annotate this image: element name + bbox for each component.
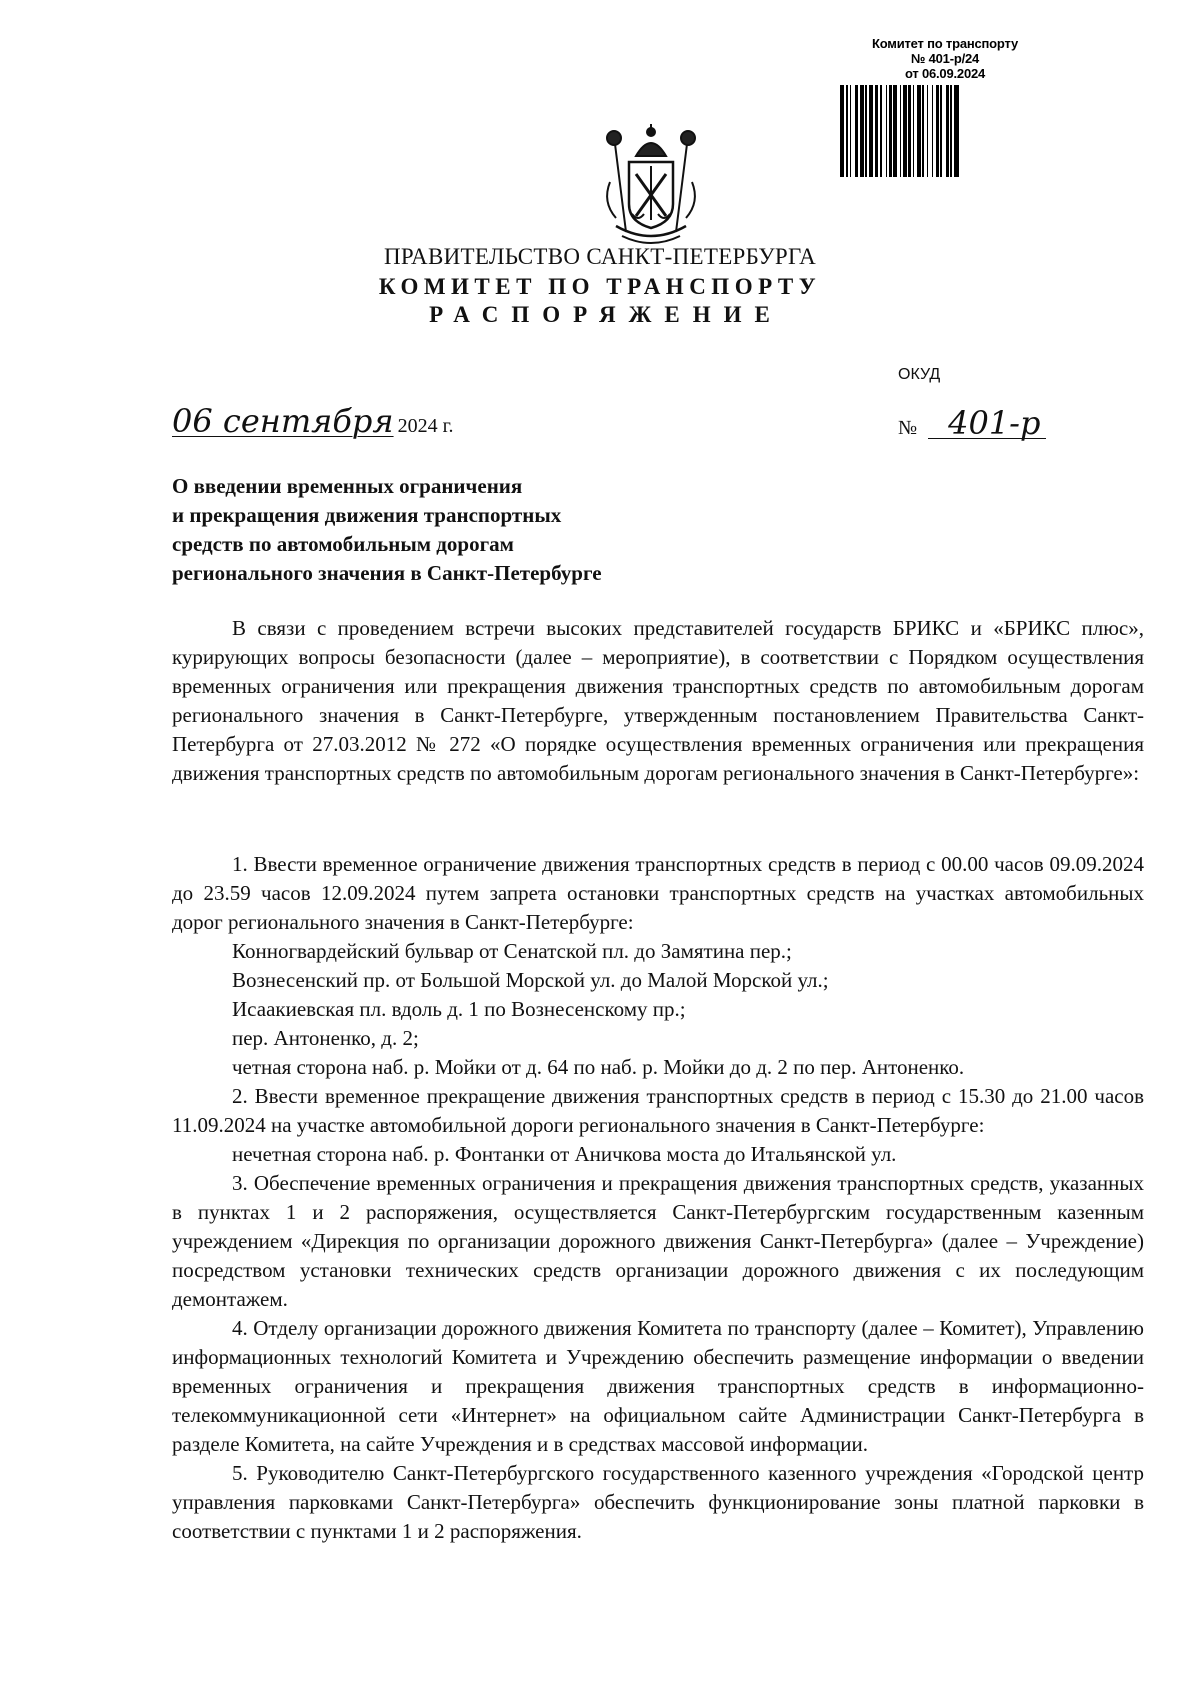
- stamp-date: от 06.09.2024: [904, 66, 986, 81]
- point-3: 3. Обеспечение временных ограничения и прекращения движения транспортных средств, указанных в пунктах 1 и 2 распоряжения, осуществляется Санкт-Петербургским государственным казенным учреждением «Дирекция по организации дорожного движения Санкт-Петербурга» (далее – Учреждение) посредством установки технических средств организации дорожного движения с их последующим демонтажем.: [172, 1171, 1144, 1311]
- point-2: 2. Ввести временное прекращение движения транспортных средств в период с 15.30 до 21.00 часов 11.09.2024 на участке автомобильной дороги регионального значения в Санкт-Петербурге:: [172, 1084, 1144, 1137]
- preamble-text: В связи с проведением встречи высоких представителей государств БРИКС и «БРИКС плюс», курирующих вопросы безопасности (далее – мероприятие), в соответствии с Порядком осуществления временных ограничения или прекращения движения транспортных средств по автомобильным дорогам регионального значения в Санкт-Петербурге, утвержденным постановлением Правительства Санкт-Петербурга от 27.03.2012 № 272 «О порядке осуществления временных ограничения или прекращения движения транспортных средств по автомобильным дорогам регионального значения в Санкт-Петербурге»:: [172, 616, 1144, 785]
- title-line: и прекращения движения транспортных: [172, 503, 562, 527]
- point-5: 5. Руководителю Санкт-Петербургского государственного казенного учреждения «Городской центр управления парковками Санкт-Петербурга» обеспечить функционирование зоны платной парковки в соответствии с пунктами 1 и 2 распоряжения.: [172, 1461, 1144, 1543]
- point-1-item: Исаакиевская пл. вдоль д. 1 по Вознесенскому пр.;: [232, 997, 686, 1021]
- barcode: [840, 85, 1050, 177]
- point-2-item: нечетная сторона наб. р. Фонтанки от Аничкова моста до Итальянской ул.: [232, 1142, 897, 1166]
- handwritten-number: 401-р: [928, 408, 1046, 439]
- committee-name: КОМИТЕТ ПО ТРАНСПОРТУ: [378, 274, 822, 299]
- title-line: средств по автомобильным дорогам: [172, 532, 514, 556]
- stamp-committee: Комитет по транспорту: [871, 36, 1019, 51]
- stamp-number: № 401-р/24: [910, 51, 980, 66]
- document-title: [172, 472, 732, 588]
- title-line: регионального значения в Санкт-Петербурге: [172, 561, 602, 585]
- order-points: [172, 850, 1144, 1546]
- handwritten-date: 06 сентября: [172, 402, 394, 440]
- number-label: №: [898, 417, 918, 439]
- document-type: РАСПОРЯЖЕНИЕ: [429, 302, 783, 327]
- document-date: [172, 402, 454, 440]
- point-1: 1. Ввести временное ограничение движения транспортных средств в период с 00.00 часов 09.09.2024 до 23.59 часов 12.09.2024 путем запрета остановки транспортных средств на участках автомобильных дорог регионального значения в Санкт-Петербурге:: [172, 852, 1144, 934]
- registration-stamp: [830, 36, 1060, 177]
- preamble: [172, 614, 1144, 788]
- date-year: 2024 г.: [397, 415, 454, 437]
- okud-label: ОКУД: [898, 366, 941, 383]
- title-line: О введении временных ограничения: [172, 474, 523, 498]
- document-number: [898, 404, 1046, 442]
- point-1-item: четная сторона наб. р. Мойки от д. 64 по наб. р. Мойки до д. 2 по пер. Антоненко.: [232, 1055, 965, 1079]
- point-1-item: Конногвардейский бульвар от Сенатской пл. до Замятина пер.;: [232, 939, 792, 963]
- government-name: ПРАВИТЕЛЬСТВО САНКТ-ПЕТЕРБУРГА: [383, 244, 817, 269]
- point-1-item: Вознесенский пр. от Большой Морской ул. до Малой Морской ул.;: [232, 968, 829, 992]
- saint-petersburg-coat-of-arms-icon: [596, 122, 706, 250]
- point-1-item: пер. Антоненко, д. 2;: [232, 1026, 419, 1050]
- point-4: 4. Отделу организации дорожного движения Комитета по транспорту (далее – Комитет), Управлению информационных технологий Комитета и Учреждению обеспечить размещение информации о введении временных ограничения и прекращения движения транспортных средств в информационно-телекоммуникационной сети «Интернет» на официальном сайте Администрации Санкт-Петербурга в разделе Комитета, на сайте Учреждения и в средствах массовой информации.: [172, 1316, 1144, 1456]
